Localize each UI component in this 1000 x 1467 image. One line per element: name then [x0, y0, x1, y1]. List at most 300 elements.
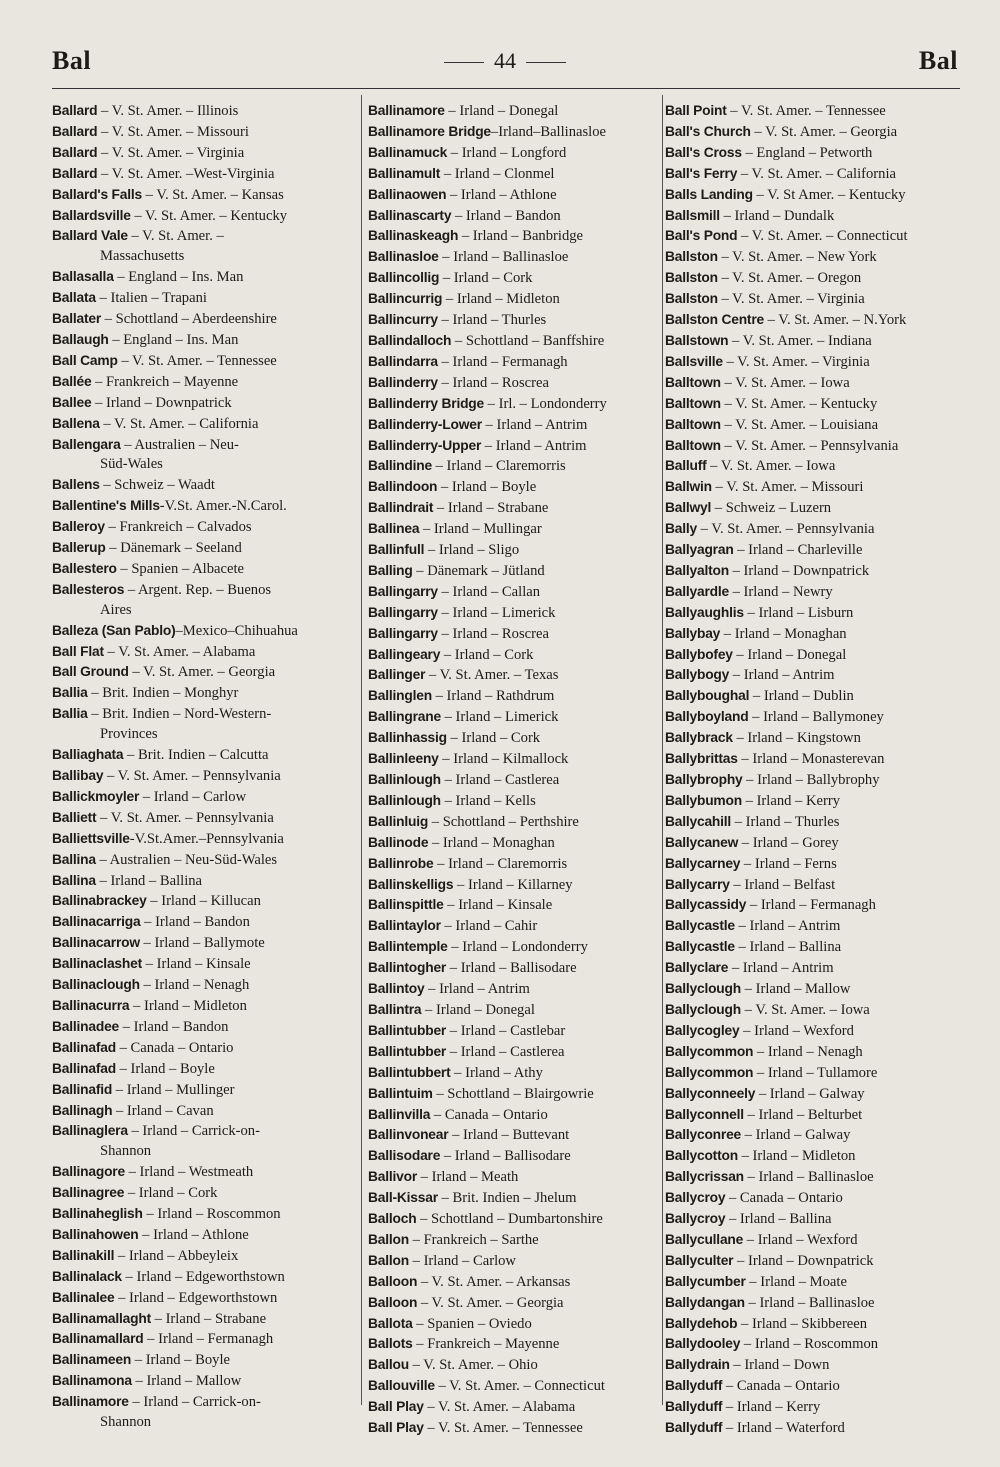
place-name: Ballinfull	[368, 542, 425, 558]
place-name: Ballinleeny	[368, 751, 439, 767]
place-location: – Irland – Donegal	[732, 646, 847, 663]
gazetteer-entry	[665, 477, 965, 498]
place-name: Ball-Kissar	[368, 1190, 438, 1206]
gazetteer-entry	[368, 1314, 660, 1335]
gazetteer-entry	[368, 310, 660, 331]
gazetteer-entry	[368, 624, 660, 645]
place-location: – Schweiz – Waadt	[99, 477, 215, 494]
place-location: – Australien – Neu-	[120, 436, 239, 453]
gazetteer-entry	[368, 206, 660, 227]
gazetteer-entry	[52, 621, 356, 642]
place-name: Ball Play	[368, 1399, 424, 1415]
gazetteer-entry	[52, 309, 356, 330]
place-location: – V. St. Amer. – New York	[717, 249, 877, 266]
place-location: – Irland – Belfast	[729, 876, 836, 893]
gazetteer-entry	[368, 937, 660, 958]
place-name: Ballou	[368, 1357, 409, 1373]
gazetteer-entry	[52, 1162, 356, 1183]
place-location: – England – Ins. Man	[108, 331, 239, 348]
gazetteer-entry	[368, 540, 660, 561]
place-location: – Irland – Nenagh	[139, 977, 250, 994]
place-location: – Irland – Castlerea	[440, 772, 560, 788]
place-name: Ballard	[52, 144, 98, 160]
place-name: Ballyconneely	[665, 1085, 756, 1101]
place-name: Ballisodare	[368, 1148, 441, 1164]
place-name: Ballydehob	[665, 1315, 738, 1331]
place-name: Ballinlough	[368, 772, 441, 787]
place-location: – V. St. Amer. – Georgia	[417, 1294, 564, 1311]
gazetteer-entry	[665, 582, 965, 603]
place-name: Ballincurry	[368, 312, 438, 328]
place-location: – V. St. Amer. – Virginia	[97, 144, 245, 161]
gazetteer-entry	[665, 519, 965, 540]
gazetteer-entry	[665, 268, 965, 289]
place-name: Ballasalla	[52, 269, 114, 285]
place-name: Ballinaclough	[52, 977, 140, 993]
place-name: Ballycumber	[665, 1273, 746, 1289]
gazetteer-entry	[665, 1272, 965, 1293]
place-name: Ballinaheglish	[52, 1206, 143, 1222]
place-location: – Dänemark – Seeland	[105, 540, 242, 557]
place-location: – V. St. Amer. – Virginia	[717, 291, 865, 308]
place-location-continuation: Shannon	[100, 1414, 152, 1431]
gazetteer-entry	[665, 854, 965, 875]
gazetteer-entry	[368, 1230, 660, 1251]
place-location: – Frankreich – Mayenne	[412, 1336, 560, 1353]
place-location: – Irland – Belturbet	[743, 1106, 863, 1123]
place-location: – Irland – Cork	[439, 270, 533, 287]
place-name: Ballycastle	[665, 918, 735, 934]
place-location-continuation: Massachusetts	[100, 248, 185, 265]
place-location: – Irland – Bandon	[451, 207, 561, 224]
gazetteer-entry	[52, 496, 356, 517]
place-name: Ballycroy	[665, 1211, 726, 1227]
place-location: – Irland – Abbeyleix	[114, 1247, 239, 1264]
place-name: Ballintra	[368, 1001, 422, 1017]
place-name: Ballia	[52, 706, 88, 722]
place-name: Balleza (San Pablo)	[52, 622, 176, 638]
place-location: – Irland – Antrim	[481, 437, 587, 454]
gazetteer-entry	[368, 791, 660, 812]
gazetteer-entry	[52, 122, 356, 143]
place-location: – Irland – Longford	[447, 144, 567, 161]
place-name: Ballinaskeagh	[368, 228, 459, 244]
place-name: Ballindine	[368, 458, 432, 474]
place-name: Ballintaylor	[368, 918, 441, 934]
place-location: – Irland – Banbridge	[458, 228, 584, 245]
gazetteer-entry	[52, 1350, 356, 1371]
place-location: – V. St. Amer. – Oregon	[717, 270, 862, 287]
place-name: Ballindoon	[368, 479, 438, 495]
gazetteer-entry	[52, 891, 356, 912]
gazetteer-entry	[665, 1063, 965, 1084]
place-location: – Schottland – Blairgowrie	[432, 1085, 594, 1102]
gazetteer-entry	[52, 642, 356, 663]
place-name: Ballentine's Mills	[52, 498, 160, 514]
place-location: – Irland – Ballinasloe	[438, 249, 569, 266]
place-location: – Irland – Callan	[437, 583, 541, 600]
place-location: – Irland – Ballinasloe	[744, 1294, 875, 1311]
gazetteer-entry	[368, 268, 660, 289]
place-name: Ballinabrackey	[52, 893, 147, 909]
place-location: – Irland – Killarney	[453, 876, 573, 893]
gazetteer-entry	[368, 1376, 660, 1397]
place-name: Ballybrophy	[665, 772, 743, 787]
place-location: – Irland – Downpatrick	[91, 394, 232, 411]
place-name: Ballata	[52, 290, 96, 306]
place-name: Ballingarry	[368, 604, 438, 620]
place-location: – Irland – Cork	[446, 730, 541, 747]
place-location: – Irland – Bandon	[119, 1018, 229, 1035]
place-location: – Irland – Mallow	[131, 1373, 242, 1390]
place-name: Ballsville	[665, 353, 723, 369]
gazetteer-entry	[368, 143, 660, 164]
place-location: – Brit. Indien – Jhelum	[437, 1190, 577, 1207]
place-name: Ballerup	[52, 540, 106, 556]
place-location: – Irland – Roscommon	[740, 1336, 879, 1353]
place-name: Ballée	[52, 373, 92, 389]
place-name: Ballyconree	[665, 1127, 742, 1143]
place-location: – Irland – Castlebar	[446, 1022, 566, 1039]
gazetteer-entry	[368, 1251, 660, 1272]
gazetteer-entry	[665, 1209, 965, 1230]
place-location: – Irland – Monaghan	[428, 834, 555, 851]
place-name: Ballincurrig	[368, 291, 443, 307]
place-name: Ballyaughlis	[665, 604, 744, 620]
place-name: Ballindarra	[368, 353, 438, 369]
place-name: Balliett	[52, 809, 97, 825]
place-location-continuation: Aires	[100, 601, 132, 618]
gazetteer-entry	[52, 351, 356, 372]
place-name: Ballwyl	[665, 500, 712, 516]
place-name: Balltown	[665, 416, 721, 432]
place-location: – Irland – Antrim	[481, 416, 588, 433]
place-name: Ballycroy	[665, 1190, 726, 1206]
place-location: – Schweiz – Luzern	[711, 500, 832, 517]
place-location: – Irland – Newry	[728, 583, 833, 600]
place-location: – Irland – Downpatrick	[733, 1252, 874, 1269]
place-location: –Mexico–Chihuahua	[175, 622, 298, 639]
gazetteer-entry	[368, 519, 660, 540]
gazetteer-entry	[368, 561, 660, 582]
place-name: Ballybrack	[665, 730, 733, 746]
place-location: – V. St. Amer. – California	[99, 415, 259, 432]
place-name: Ballycullane	[665, 1231, 744, 1247]
place-location: – V. St. Amer. – Iowa	[741, 1001, 870, 1018]
place-location: – Irland – Kells	[440, 792, 536, 809]
place-location: – V. St. Amer. – N.York	[763, 312, 907, 329]
place-location: – V. St. Amer. – Pennsylvania	[103, 768, 281, 784]
gazetteer-entry	[52, 226, 356, 247]
place-name: Ballinamallaght	[52, 1310, 151, 1326]
gazetteer-entry	[52, 330, 356, 351]
place-location: – V. St. Amer. – Georgia	[750, 123, 898, 140]
place-location: – Canada – Ontario	[722, 1378, 840, 1395]
gazetteer-entry	[665, 1125, 965, 1146]
place-location: – Irland – Galway	[755, 1085, 865, 1102]
gazetteer-entry	[52, 206, 356, 227]
place-location: – Irland – Fermanagh	[437, 353, 568, 370]
place-location: – V. St. Amer. – Indiana	[728, 332, 872, 349]
place-location: – Spanien – Oviedo	[412, 1315, 532, 1332]
place-location: – V. St. Amer. – Arkansas	[417, 1273, 571, 1290]
place-name: Ballycarry	[665, 876, 730, 892]
place-name: Balltown	[665, 374, 721, 390]
gazetteer-entry	[368, 979, 660, 1000]
place-location: – Dänemark – Jütland	[412, 562, 545, 579]
place-name: Balling	[368, 562, 413, 578]
gazetteer-entry	[665, 1334, 965, 1355]
gazetteer-entry	[665, 1397, 965, 1418]
place-name: Ballyagran	[665, 542, 734, 558]
place-name: Ballintuim	[368, 1085, 433, 1101]
place-location: – Irland – Kilmallock	[438, 751, 569, 768]
place-location: – Irland – Mullingar	[419, 521, 542, 538]
place-location: – Irland – Ballina	[734, 939, 842, 956]
gazetteer-entry	[665, 770, 965, 791]
place-location: – V. St. Amer. – Iowa	[706, 458, 836, 475]
place-name: Ball's Ferry	[665, 165, 738, 181]
gazetteer-entry	[52, 787, 356, 808]
gazetteer-entry	[368, 1000, 660, 1021]
place-location: – V. St. Amer. – Connecticut	[737, 228, 908, 245]
place-name: Ballycogley	[665, 1022, 740, 1038]
gazetteer-entry	[665, 1355, 965, 1376]
gazetteer-entry	[665, 1314, 965, 1335]
place-name: Ballston	[665, 270, 718, 286]
gazetteer-entry	[665, 185, 965, 206]
page-number-text: 44	[494, 48, 516, 73]
place-name: Ballibay	[52, 768, 104, 783]
place-name: Ballinamallard	[52, 1331, 144, 1347]
place-name: Ballyboughal	[665, 688, 750, 704]
gazetteer-entry	[368, 1209, 660, 1230]
place-location: – Irland – Boyle	[115, 1060, 215, 1077]
place-name: Ball Point	[665, 103, 727, 118]
place-name: Ballesteros	[52, 581, 125, 597]
place-name: Ballintubbert	[368, 1064, 451, 1080]
place-location: – Canada – Ontario	[725, 1190, 843, 1207]
place-location: – Irland – Ballinasloe	[743, 1169, 874, 1186]
place-name: Ballindalloch	[368, 332, 452, 348]
gazetteer-entry	[368, 645, 660, 666]
place-location: – Irland – Midleton	[442, 291, 560, 308]
place-location: – Irland – Carlow	[139, 788, 247, 805]
place-location: – Irland – Cavan	[112, 1102, 214, 1119]
gazetteer-entry	[368, 1355, 660, 1376]
gazetteer-entry	[52, 1246, 356, 1267]
place-location: – Irland – Wexford	[739, 1022, 854, 1039]
gazetteer-entry	[52, 829, 356, 850]
place-name: Ball's Church	[665, 123, 751, 139]
gazetteer-entry	[665, 1376, 965, 1397]
gazetteer-entry	[368, 1042, 660, 1063]
place-name: Balloon	[368, 1273, 418, 1289]
place-location: – Irland – Ballina	[95, 872, 203, 889]
place-location: – Irland – Antrim	[424, 981, 530, 998]
place-location: – Irland – Castlerea	[446, 1043, 565, 1060]
place-name: Ballycrissan	[665, 1169, 744, 1185]
gazetteer-entry	[368, 895, 660, 916]
place-location: – Canada – Ontario	[430, 1106, 548, 1123]
column-divider-2	[662, 95, 663, 1405]
place-location: –Irland–Ballinasloe	[490, 123, 607, 140]
place-location: – V. St. Amer. – Pennsylvania	[96, 809, 274, 826]
place-location: – Irland – Ballisodare	[446, 960, 577, 977]
place-location: – Irland – Donegal	[444, 103, 559, 119]
place-location: – Frankreich – Sarthe	[408, 1231, 539, 1248]
place-name: Ballycarney	[665, 855, 741, 871]
gazetteer-entry	[665, 1042, 965, 1063]
place-name: Ballia	[52, 685, 88, 701]
page-header	[0, 44, 1000, 84]
gazetteer-entry	[368, 477, 660, 498]
gazetteer-entry	[665, 791, 965, 812]
place-name: Balloon	[368, 1294, 418, 1310]
place-location: – Irland – Roscrea	[437, 625, 549, 642]
gazetteer-entry	[52, 1038, 356, 1059]
page-number	[420, 48, 590, 74]
gazetteer-entry	[368, 916, 660, 937]
gazetteer-entry	[665, 1167, 965, 1188]
place-name: Ballydrain	[665, 1357, 730, 1373]
place-location: – V. St. Amer. – Illinois	[97, 103, 239, 119]
place-location: – V. St. Amer. – Alabama	[423, 1399, 576, 1416]
gazetteer-entry	[665, 958, 965, 979]
gazetteer-entry	[665, 352, 965, 373]
place-location: – Irland – Ballina	[725, 1211, 832, 1228]
place-name: Balloch	[368, 1211, 417, 1227]
gazetteer-entry	[368, 665, 660, 686]
place-location: – Irland – Clonmel	[440, 165, 555, 182]
place-name: Ballickmoyler	[52, 788, 140, 804]
place-name: Ballyalton	[665, 562, 729, 578]
place-location: – Irland – Cork	[440, 646, 534, 663]
gazetteer-entry	[368, 686, 660, 707]
place-name: Ballinvonear	[368, 1127, 449, 1143]
place-location: – Irland – Thurles	[731, 813, 840, 830]
place-name: Ballycassidy	[665, 897, 747, 913]
gazetteer-entry	[665, 1188, 965, 1209]
gazetteer-entry	[52, 372, 356, 393]
gazetteer-entry	[52, 580, 356, 601]
gazetteer-entry	[665, 436, 965, 457]
place-location: – Irland – Kinsale	[443, 897, 553, 914]
place-location: – Frankreich – Mayenne	[91, 373, 239, 390]
gazetteer-entry	[52, 933, 356, 954]
gazetteer-entry	[665, 247, 965, 268]
place-name: Ballinacurra	[52, 997, 130, 1013]
place-name: Ballina	[52, 851, 96, 867]
gazetteer-entry	[52, 1329, 356, 1350]
gazetteer-entry	[665, 1251, 965, 1272]
place-name: Balliettsville	[52, 830, 130, 846]
place-location: – Schottland – Aberdeenshire	[101, 311, 277, 328]
gazetteer-entry	[368, 1146, 660, 1167]
gazetteer-entry	[368, 331, 660, 352]
place-location: – Irland – Claremorris	[433, 855, 568, 872]
place-name: Bally	[665, 521, 697, 537]
place-name: Ballinamuck	[368, 144, 448, 160]
place-name: Ballycotton	[665, 1148, 738, 1164]
gazetteer-entry	[52, 517, 356, 538]
gazetteer-entry	[368, 707, 660, 728]
gazetteer-entry	[368, 603, 660, 624]
gazetteer-entry	[665, 895, 965, 916]
place-location: – Irland – Ballybrophy	[742, 772, 880, 788]
place-location: – Brit. Indien – Monghyr	[87, 685, 239, 702]
place-name: Ballots	[368, 1336, 413, 1352]
place-location: – Irland – Tullamore	[753, 1064, 878, 1081]
place-location: – Irland – Donegal	[421, 1001, 535, 1018]
gazetteer-entry	[665, 143, 965, 164]
gazetteer-entry	[368, 1272, 660, 1293]
gazetteer-entry	[368, 226, 660, 247]
place-name: Ballyduff	[665, 1378, 723, 1394]
gazetteer-entry	[368, 164, 660, 185]
place-location: – Irland – Down	[729, 1357, 830, 1374]
place-name: Ballybumon	[665, 792, 742, 808]
gazetteer-entry	[665, 1105, 965, 1126]
gazetteer-entry	[665, 331, 965, 352]
place-name: Ballingrane	[368, 709, 441, 725]
place-location: – Irland – Killucan	[146, 893, 261, 910]
place-name: Ballyduff	[665, 1399, 723, 1415]
gazetteer-entry	[368, 749, 660, 770]
gazetteer-entry	[665, 937, 965, 958]
place-location: – V. St. Amer. – Virginia	[722, 353, 870, 370]
gazetteer-entry	[665, 603, 965, 624]
place-location: – Irland – Charleville	[733, 542, 863, 559]
gazetteer-entry	[52, 1017, 356, 1038]
place-name: Ballinamore	[368, 103, 445, 118]
place-location: – Irland – Buttevant	[448, 1127, 570, 1144]
place-location: – Irland – Kingstown	[732, 730, 861, 747]
place-location: – V. St. Amer. – Louisiana	[720, 416, 879, 433]
gazetteer-entry	[665, 498, 965, 519]
place-location: – Irland – Meath	[417, 1169, 519, 1186]
place-name: Ballee	[52, 394, 92, 410]
gazetteer-entry	[368, 415, 660, 436]
gazetteer-entry	[368, 1293, 660, 1314]
gazetteer-entry	[665, 394, 965, 415]
place-name: Ballycahill	[665, 813, 732, 829]
place-location: – Irland – Mallow	[741, 981, 851, 998]
place-location: – Irland – Claremorris	[431, 458, 566, 475]
place-name: Ballinderry	[368, 374, 438, 390]
column-divider-1	[361, 95, 362, 1405]
gazetteer-entry	[52, 393, 356, 414]
place-name: Ballintoy	[368, 981, 425, 997]
gazetteer-entry	[52, 101, 356, 122]
gazetteer-entry	[368, 1167, 660, 1188]
place-location: – Irland – Edgeworthstown	[114, 1289, 278, 1306]
place-name: Ballingarry	[368, 583, 438, 599]
gazetteer-entry	[368, 185, 660, 206]
place-name: Ballinspittle	[368, 897, 444, 913]
place-name: Ballinamore	[52, 1394, 129, 1410]
place-location: – Irland – Rathdrum	[431, 688, 555, 705]
place-name: Ballon	[368, 1231, 409, 1247]
place-name: Ballsmill	[665, 207, 720, 223]
place-name: Ballinaclashet	[52, 956, 142, 972]
place-location: – Irland – Carlow	[408, 1252, 516, 1269]
gazetteer-entry	[52, 1371, 356, 1392]
gazetteer-entry	[368, 958, 660, 979]
place-name: Ballintemple	[368, 939, 448, 955]
place-name: Ballard Vale	[52, 228, 128, 244]
place-name: Ballycastle	[665, 939, 735, 955]
